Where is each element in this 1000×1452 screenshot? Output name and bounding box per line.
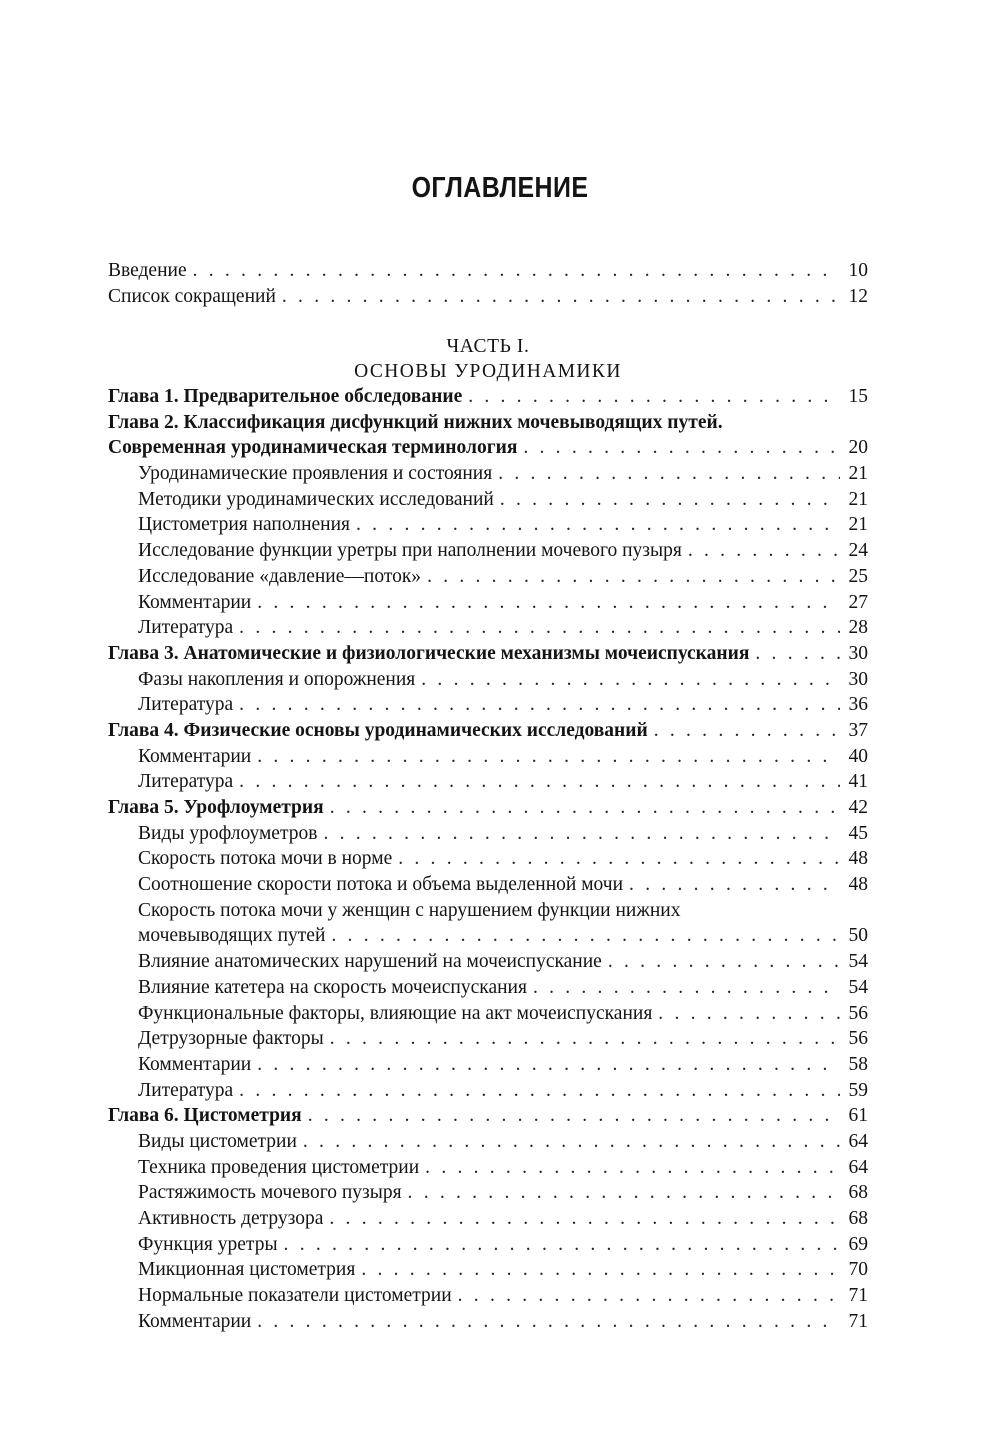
toc-entry-title: Детрузорные факторы [138, 1028, 324, 1050]
toc-entry-title: Виды урофлоуметров [138, 822, 318, 844]
dot-leader [398, 846, 840, 872]
toc-page-number: 37 [848, 719, 868, 741]
dot-leader [658, 1001, 840, 1027]
toc-chapter-entry [108, 1103, 868, 1129]
toc-entry-title: Исследование функции уретры при наполнении мочевого пузыря [138, 540, 682, 562]
toc-page-number: 41 [848, 771, 868, 793]
toc-page-number: 68 [848, 1208, 868, 1229]
toc-entry-title: Скорость потока мочи в норме [138, 848, 393, 870]
toc-entry [108, 1052, 868, 1078]
dot-leader [408, 1180, 840, 1206]
dot-leader [308, 1103, 840, 1129]
page-title: ОГЛАВЛЕНИЕ [411, 172, 589, 204]
toc-entry [108, 512, 868, 538]
dot-leader [193, 258, 840, 284]
toc-page-number: 28 [848, 617, 868, 639]
dot-leader [533, 975, 840, 1001]
toc-entry [108, 667, 868, 693]
toc-entry-title: Влияние катетера на скорость мочеиспускания [138, 976, 527, 998]
dot-leader [468, 384, 840, 410]
dot-leader [523, 435, 840, 461]
dot-leader [361, 1257, 840, 1283]
toc-entry [108, 846, 868, 872]
toc-page-number: 48 [848, 874, 868, 896]
toc-page-number: 25 [848, 565, 868, 587]
toc-page-number: 70 [848, 1259, 868, 1281]
toc-entry-title: Нормальные показатели цистометрии [138, 1285, 452, 1307]
toc-page-number: 59 [848, 1079, 868, 1101]
toc-entry-title: Функциональные факторы, влияющие на акт мочеиспускания [138, 1002, 653, 1024]
toc-chapter-entry [108, 795, 868, 821]
part-name: ОСНОВЫ УРОДИНАМИКИ [354, 361, 622, 382]
toc-page-number: 21 [848, 488, 868, 510]
toc-entry [108, 1283, 868, 1309]
toc-entry-title: Скорость потока мочи у женщин с нарушением функции нижних [138, 899, 681, 921]
toc-chapter-entry [108, 718, 868, 744]
dot-leader [654, 718, 840, 744]
dot-leader [239, 692, 840, 718]
toc-entry-title: Список сокращений [108, 285, 276, 307]
toc-entry [108, 1309, 868, 1335]
dot-leader [629, 872, 840, 898]
dot-leader [500, 487, 840, 513]
toc-entry [108, 769, 868, 795]
toc-entry-title: Виды цистометрии [138, 1130, 297, 1152]
toc-page-number: 27 [848, 591, 868, 613]
toc-chapter-entry [108, 641, 868, 667]
toc-page-number: 56 [848, 1028, 868, 1050]
toc-page-number: 30 [848, 668, 868, 690]
toc-entry [108, 1001, 868, 1027]
toc-entry [108, 744, 868, 770]
toc-entry [108, 821, 868, 847]
dot-leader [257, 1052, 840, 1078]
toc-entry-title: Цистометрия наполнения [138, 514, 351, 536]
toc-entry [108, 949, 868, 975]
toc-entry-title: Растяжимость мочевого пузыря [138, 1182, 402, 1204]
toc-entry-title: Методики уродинамических исследований [138, 488, 494, 510]
toc-page-number: 61 [848, 1105, 868, 1127]
toc-page-number: 21 [848, 463, 868, 485]
toc-page-number: 56 [848, 1002, 868, 1024]
dot-leader [239, 615, 840, 641]
toc-entry [108, 284, 868, 310]
toc-front-matter [108, 258, 868, 309]
toc-entry [108, 872, 868, 898]
toc-entry [108, 538, 868, 564]
toc-entry-title: Функция уретры [138, 1233, 278, 1255]
dot-leader [330, 795, 840, 821]
toc-entry [108, 487, 868, 513]
toc-entry-title: мочевыводящих путей [138, 925, 326, 947]
toc-entry [108, 1257, 868, 1283]
toc-chapter-entry [108, 410, 868, 436]
toc-entry [108, 615, 868, 641]
dot-leader [239, 769, 840, 795]
toc-entry [108, 1180, 868, 1206]
toc-page-number: 36 [848, 694, 868, 716]
toc-page-number: 20 [848, 437, 868, 459]
toc-page-number: 12 [848, 285, 868, 307]
toc-entry-title: Соотношение скорости потока и объема выделенной мочи [138, 874, 624, 896]
toc-entry [108, 1026, 868, 1052]
toc-entry [108, 1206, 868, 1232]
toc-entry-title: Литература [138, 771, 234, 793]
toc-entry [108, 975, 868, 1001]
toc-page-number: 48 [848, 848, 868, 870]
dot-leader [282, 284, 840, 310]
dot-leader [331, 923, 840, 949]
dot-leader [303, 1129, 840, 1155]
toc-page-number: 10 [848, 260, 868, 281]
dot-leader [425, 1155, 840, 1181]
toc-entry-title: Глава 4. Физические основы уродинамических исследований [108, 719, 648, 741]
dot-leader [356, 512, 840, 538]
dot-leader [257, 744, 840, 770]
toc-page-number: 50 [848, 925, 868, 947]
toc-page-number: 71 [848, 1310, 868, 1332]
toc-entry-title: Техника проведения цистометрии [138, 1156, 420, 1178]
toc-entry [108, 461, 868, 487]
toc-entry-title: Комментарии [138, 591, 252, 613]
toc-entry-title: Исследование «давление—поток» [138, 565, 422, 587]
toc-entry-title: Микционная цистометрия [138, 1259, 356, 1281]
toc-entry [108, 258, 868, 284]
toc-entry [108, 923, 868, 949]
dot-leader [329, 1206, 840, 1232]
toc-entry-title: Литература [138, 694, 234, 716]
dot-leader [239, 1078, 840, 1104]
toc-page-number: 68 [848, 1182, 868, 1204]
dot-leader [498, 461, 840, 487]
toc-page-number: 64 [848, 1156, 868, 1178]
toc-entry [108, 1232, 868, 1258]
dot-leader [421, 667, 840, 693]
toc-part-1 [108, 384, 868, 1334]
dot-leader [284, 1232, 840, 1258]
dot-leader [257, 1309, 840, 1335]
toc-entry [108, 692, 868, 718]
toc-entry-title: Литература [138, 617, 234, 639]
toc-entry-title: Введение [108, 260, 187, 281]
toc-entry [108, 564, 868, 590]
part-number: ЧАСТЬ I. [446, 336, 530, 357]
dot-leader [458, 1283, 840, 1309]
toc-page-number: 45 [848, 822, 868, 844]
toc-entry-title: Глава 5. Урофлоуметрия [108, 797, 324, 818]
toc-entry-title: Глава 3. Анатомические и физиологические механизмы мочеиспускания [108, 642, 750, 664]
toc-page-number: 64 [848, 1130, 868, 1152]
toc-page-number: 42 [848, 797, 868, 818]
toc-page-number: 71 [848, 1285, 868, 1307]
toc-page-number: 40 [848, 745, 868, 767]
toc-entry [108, 1129, 868, 1155]
toc-page-number: 24 [848, 540, 868, 562]
dot-leader [323, 821, 840, 847]
toc-chapter-entry [108, 384, 868, 410]
dot-leader [427, 564, 840, 590]
toc-entry [108, 590, 868, 616]
dot-leader [257, 590, 840, 616]
toc-page-number: 21 [848, 514, 868, 536]
toc-entry-title: Фазы накопления и опорожнения [138, 668, 416, 690]
toc-entry-title: Уродинамические проявления и состояния [138, 463, 493, 485]
toc-entry-title: Глава 1. Предварительное обследование [108, 386, 463, 407]
toc-entry-title: Влияние анатомических нарушений на мочеиспускание [138, 951, 602, 973]
dot-leader [330, 1026, 840, 1052]
toc-entry-title: Активность детрузора [138, 1208, 324, 1229]
toc-entry-title: Комментарии [138, 745, 252, 767]
dot-leader [755, 641, 840, 667]
toc-page-number: 30 [848, 642, 868, 664]
dot-leader [608, 949, 840, 975]
toc-entry [108, 1078, 868, 1104]
toc-entry-title: Глава 6. Цистометрия [108, 1105, 302, 1127]
toc-entry-title: Комментарии [138, 1310, 252, 1332]
toc-chapter-entry [108, 435, 868, 461]
toc-entry-title: Комментарии [138, 1053, 252, 1075]
toc-page-number: 54 [848, 976, 868, 998]
toc-entry-title: Глава 2. Классификация дисфункций нижних мочевыводящих путей. [108, 411, 723, 433]
toc-page-number: 15 [848, 386, 868, 407]
dot-leader [688, 538, 840, 564]
toc-page-number: 58 [848, 1053, 868, 1075]
toc-entry-title: Литература [138, 1079, 234, 1101]
toc-entry [108, 1155, 868, 1181]
toc-page-number: 54 [848, 951, 868, 973]
toc-entry-title: Современная уродинамическая терминология [108, 437, 518, 459]
toc-page-number: 69 [848, 1233, 868, 1255]
toc-entry [108, 898, 868, 924]
